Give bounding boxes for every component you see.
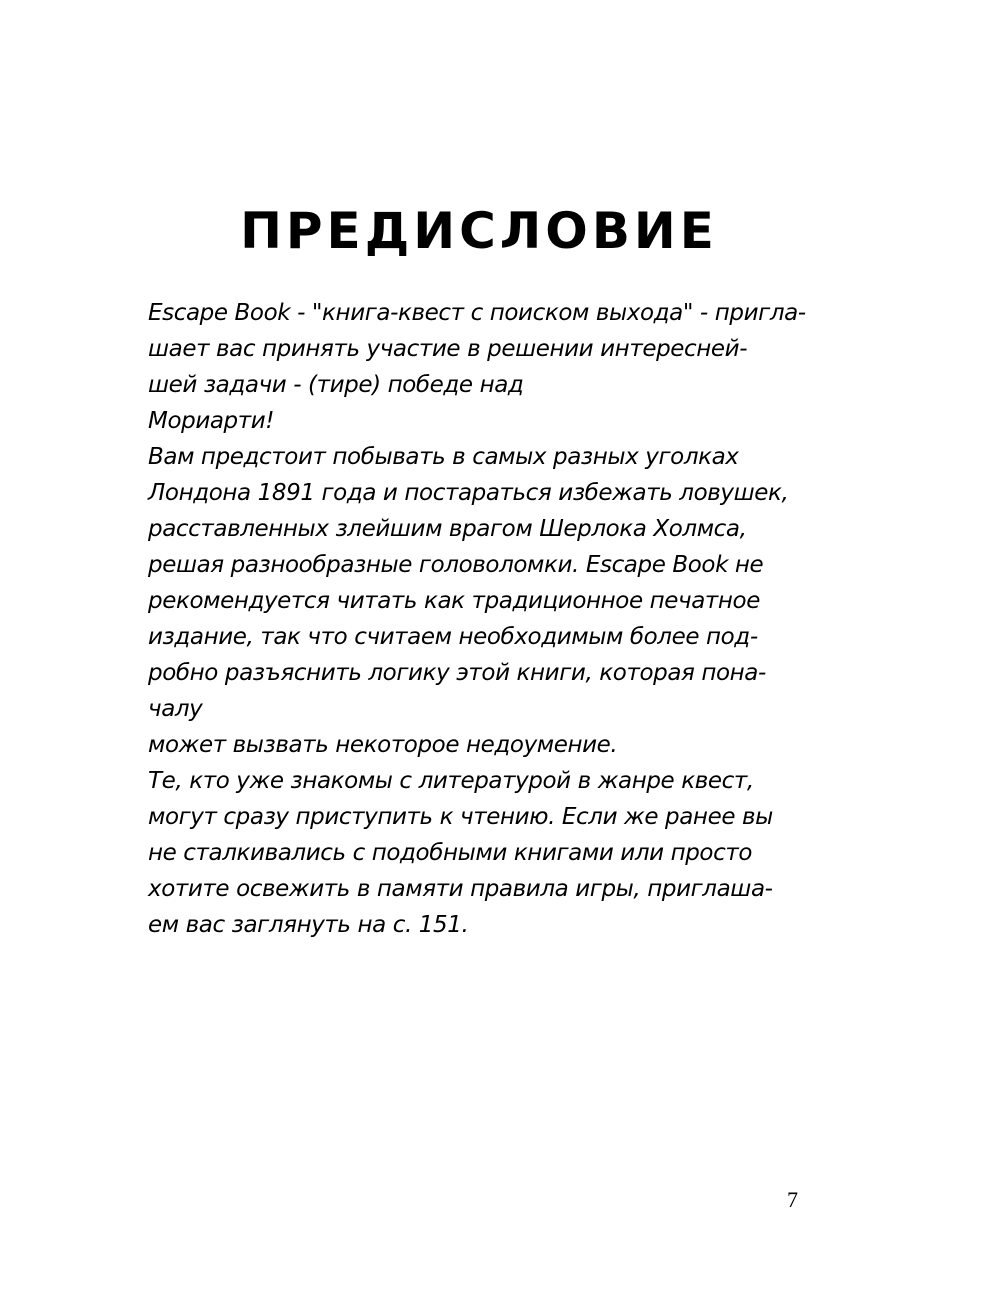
text-line: шает вас принять участие в решении интересней- bbox=[148, 336, 748, 362]
text-line: может вызвать некоторое недоумение. bbox=[148, 732, 618, 758]
text-line: могут сразу приступить к чтению. Если же ранее вы bbox=[148, 804, 773, 830]
text-line: хотите освежить в памяти правила игры, приглаша- bbox=[148, 876, 773, 902]
text-line: шей задачи - (тире) победе над bbox=[148, 372, 524, 398]
text-line: Лондона 1891 года и постараться избежать ловушек, bbox=[148, 480, 789, 506]
text-line: не сталкивались с подобными книгами или просто bbox=[148, 840, 753, 866]
page-number: 7 bbox=[787, 1187, 798, 1212]
text-line: ем вас заглянуть на с. 151. bbox=[148, 912, 469, 938]
text-line: расставленных злейшим врагом Шерлока Холмса, bbox=[148, 516, 747, 542]
text-line: Вам предстоит побывать в самых разных уголках bbox=[148, 444, 739, 470]
text-line: издание, так что считаем необходимым более под- bbox=[148, 624, 758, 650]
text-line: Те, кто уже знакомы с литературой в жанре квест, bbox=[148, 768, 754, 794]
text-line: чалу bbox=[148, 696, 203, 722]
preface-text bbox=[148, 295, 848, 943]
text-line: робно разъяснить логику этой книги, которая пона- bbox=[148, 660, 766, 686]
text-line: Escape Book - "книга-квест с поиском выхода" - пригла- bbox=[148, 300, 806, 326]
page-title: ПРЕДИСЛОВИЕ bbox=[240, 202, 718, 260]
text-line: решая разнообразные головоломки. Escape Book не bbox=[148, 552, 764, 578]
text-line: рекомендуется читать как традиционное печатное bbox=[148, 588, 760, 614]
text-line: Мориарти! bbox=[148, 408, 275, 434]
